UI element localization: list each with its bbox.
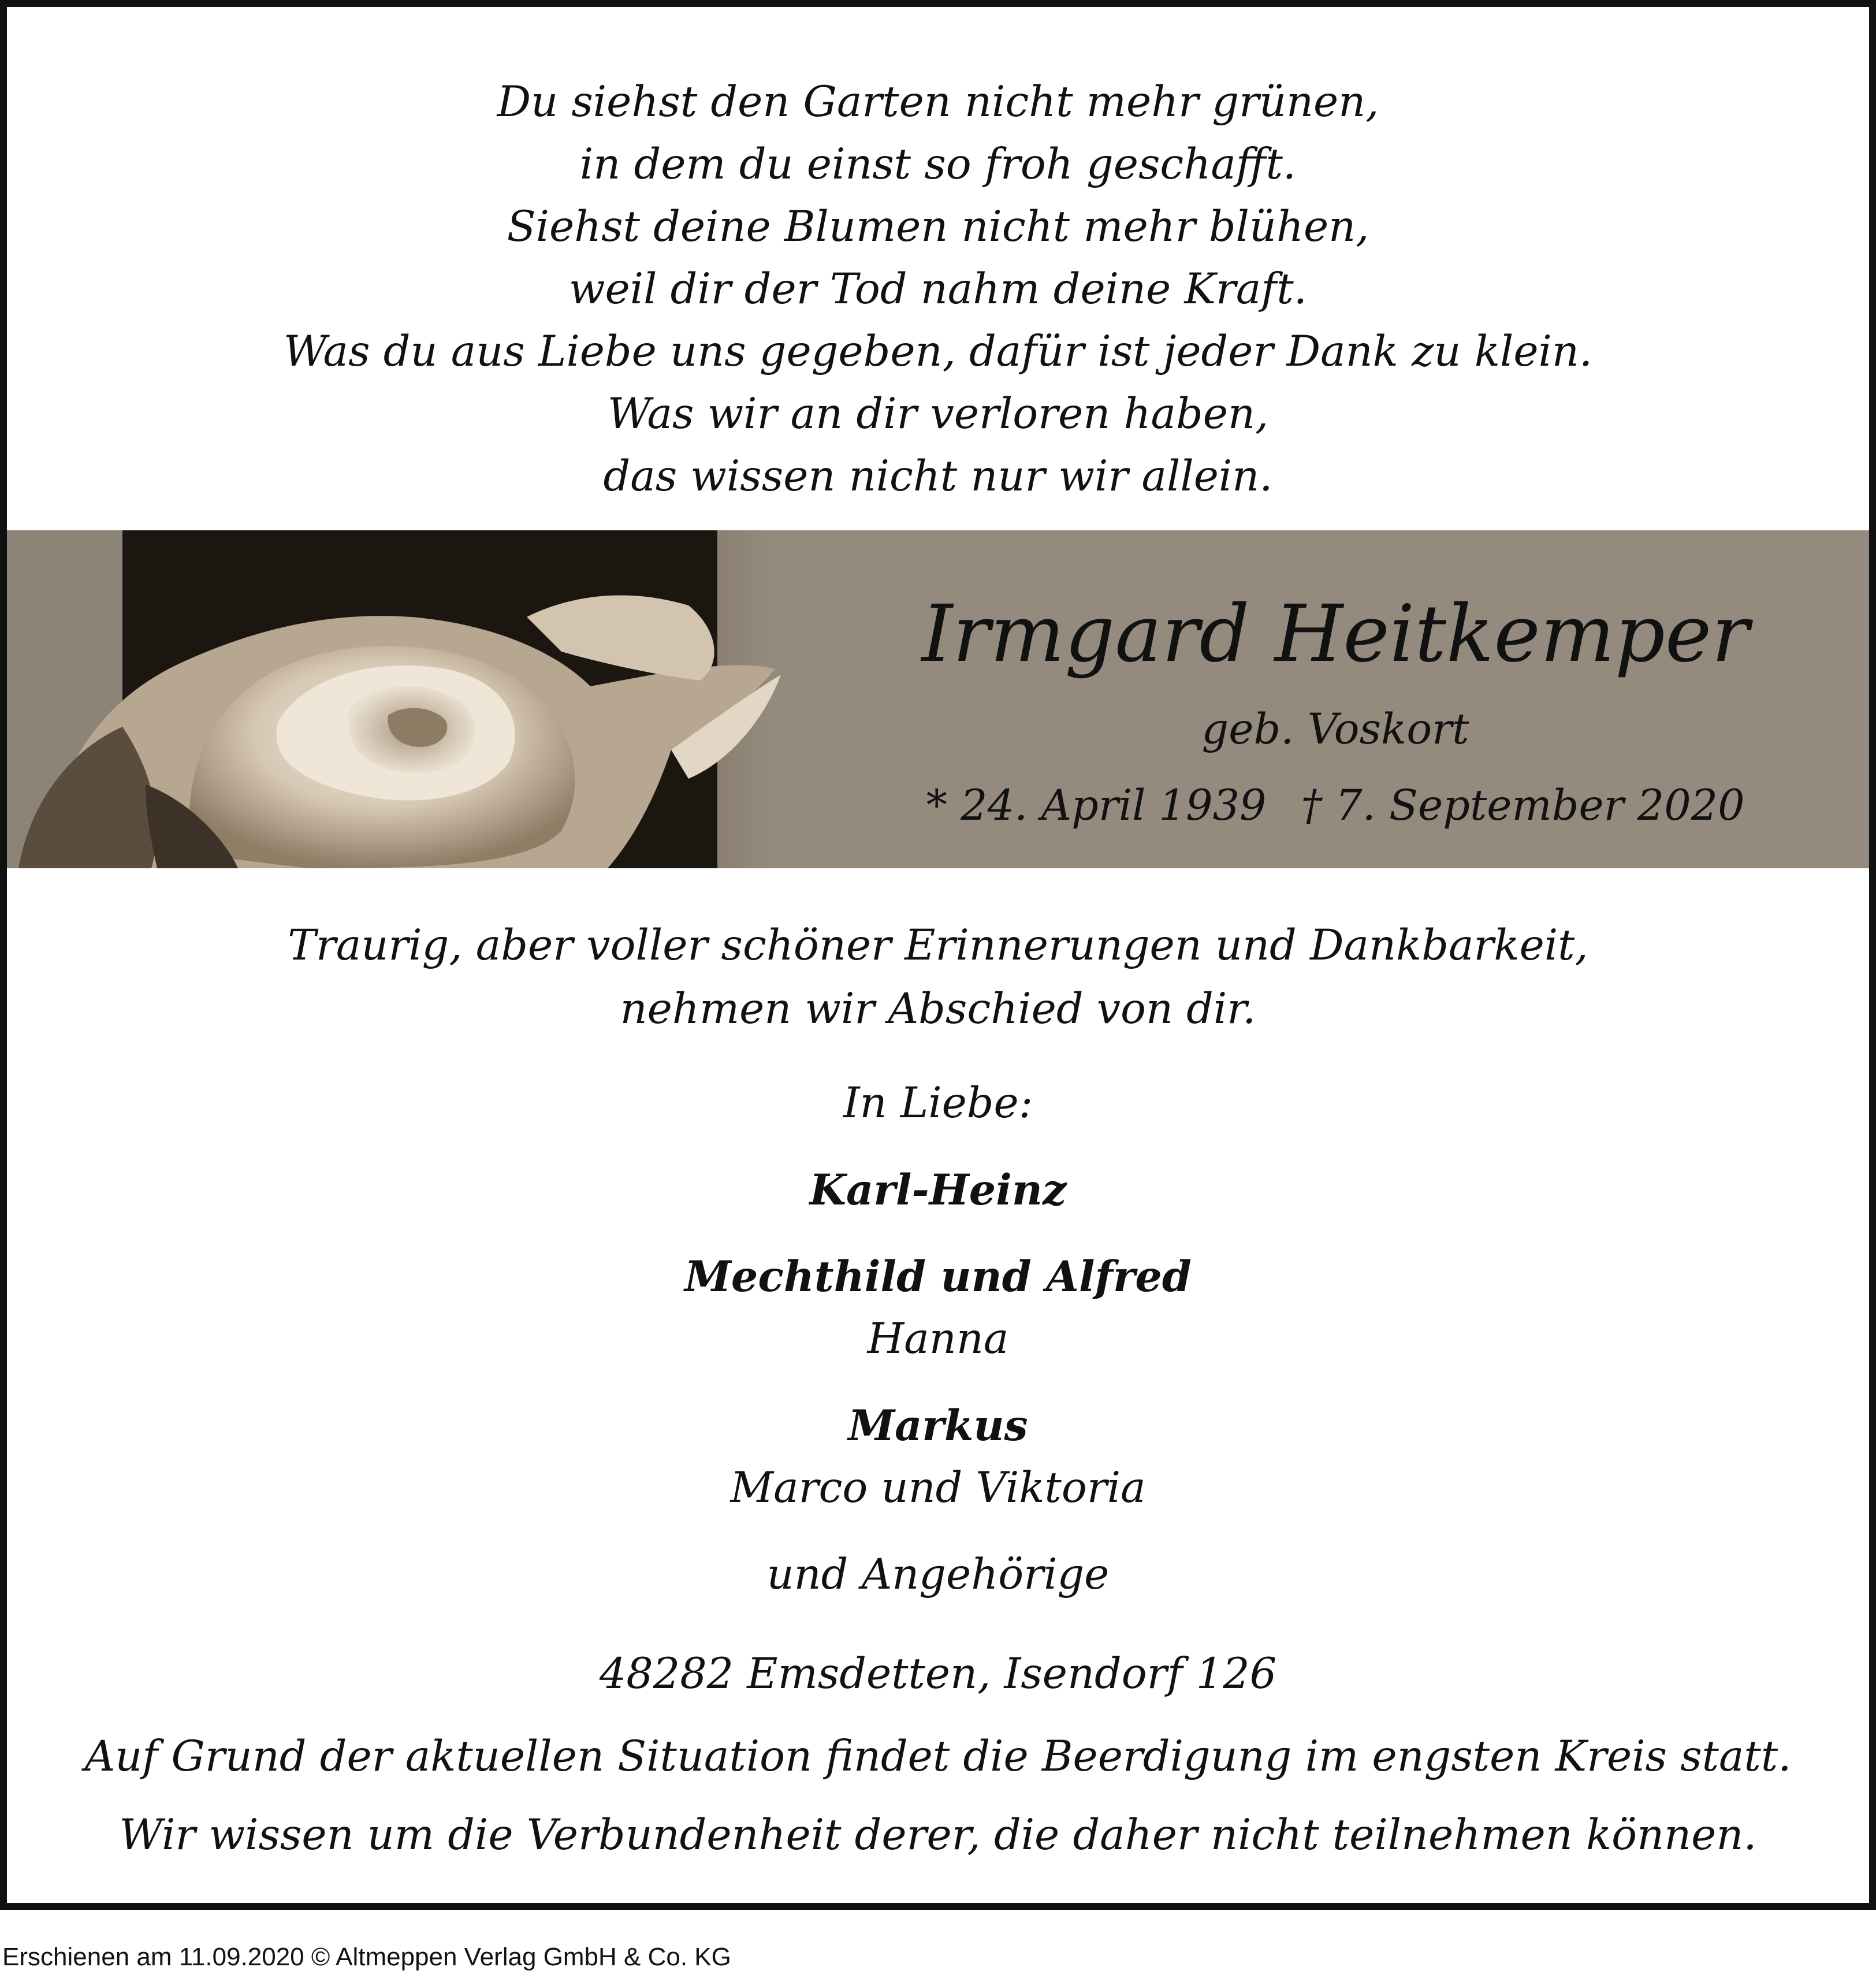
address: 48282 Emsdetten, Isendorf 126 [599,1649,1277,1698]
birth-date: * 24. April 1939 [926,781,1267,830]
maiden-name: geb. Voskort [1201,705,1469,754]
life-dates [873,780,1797,832]
poem-line: Was wir an dir verloren haben, [607,389,1269,438]
poem-line: weil dir der Tod nahm deine Kraft. [569,265,1307,314]
deceased-name: Irmgard Heitkemper [921,589,1750,680]
poem-line: das wissen nicht nur wir allein. [603,452,1273,501]
poem-line: Du siehst den Garten nicht mehr grünen, [497,77,1379,127]
poem-line: Siehst deine Blumen nicht mehr blühen, [507,202,1369,251]
note-line: Auf Grund der aktuellen Situation findet die Beerdigung im engsten Kreis statt. [84,1732,1792,1781]
rose-image [7,530,989,868]
mourner-name: Mechthild und Alfred [684,1252,1192,1302]
mourner-name: Karl-Heinz [809,1165,1067,1215]
mourner-name: Markus [848,1401,1028,1451]
poem-line: Was du aus Liebe uns gegeben, dafür ist jeder Dank zu klein. [283,327,1593,376]
mourner-sub-name: Marco und Viktoria [730,1463,1146,1512]
name-banner [7,530,1869,868]
farewell-line: Traurig, aber voller schöner Erinnerungen und Dankbarkeit, [288,921,1588,970]
publication-footer: Erschienen am 11.09.2020 © Altmeppen Verlag GmbH & Co. KG [2,1943,731,1971]
farewell-line: nehmen wir Abschied von dir. [620,984,1256,1033]
death-date: † 7. September 2020 [1301,781,1745,830]
in-love-label: In Liebe: [843,1079,1033,1128]
poem-line: in dem du einst so froh geschafft. [579,140,1297,189]
mourner-sub-name: Hanna [867,1314,1009,1363]
note-line: Wir wissen um die Verbundenheit derer, die daher nicht teilnehmen können. [119,1810,1757,1860]
relatives-line: und Angehörige [766,1550,1110,1599]
